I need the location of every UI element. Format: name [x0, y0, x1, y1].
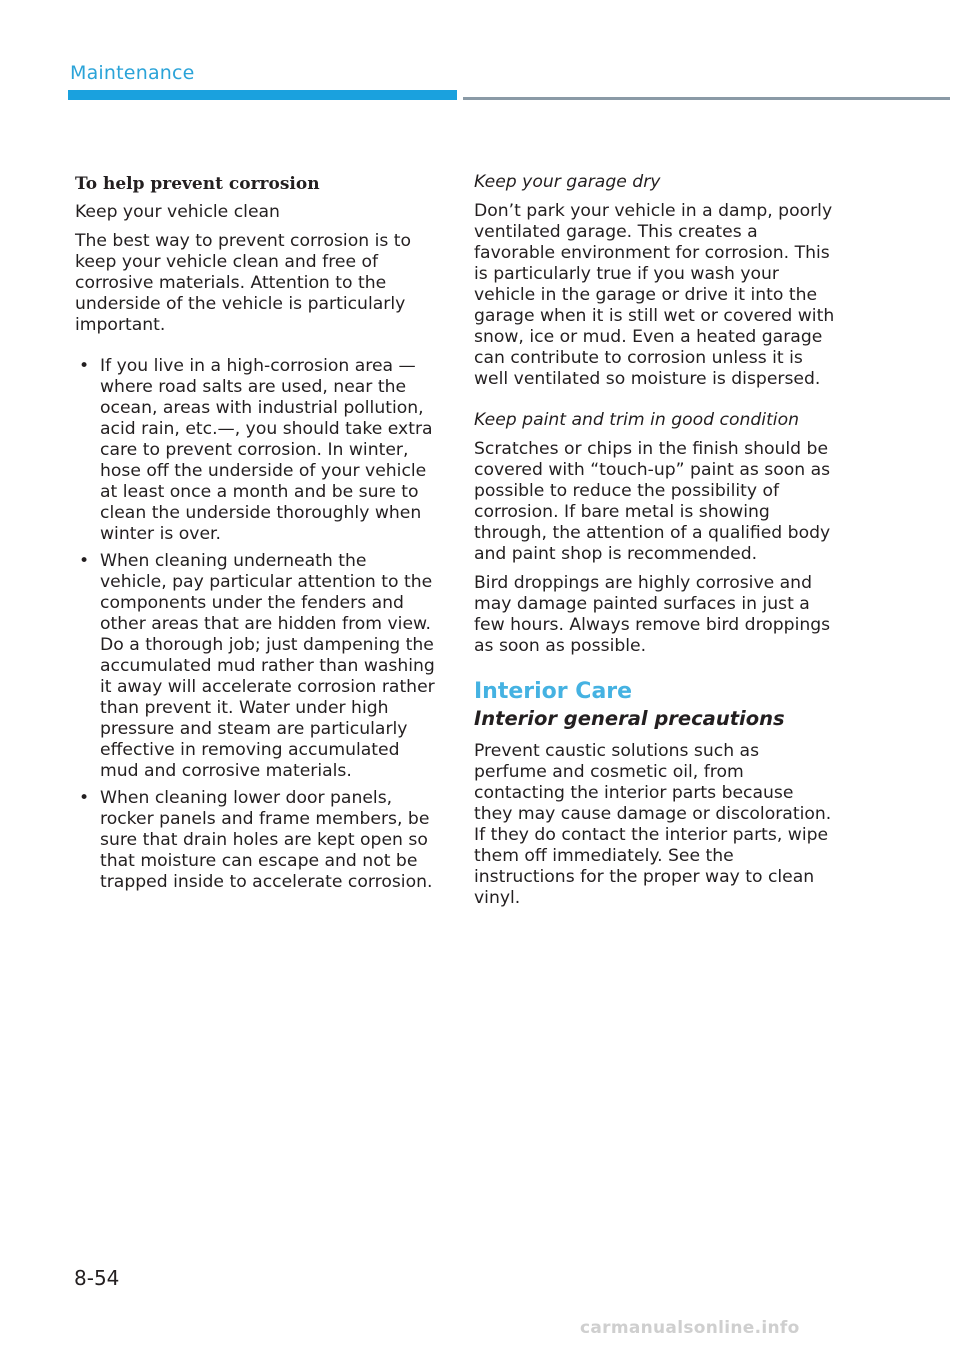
paint-paragraph: Scratches or chips in the finish should be covered with “touch-up” paint as soon as possible to reduce the possibility of corrosion. If bare metal is showing through, the attention of a qualified body and paint shop is recommended.: [474, 439, 831, 564]
garage-heading: Keep your garage dry: [474, 172, 661, 192]
bullet-text: When cleaning lower door panels, rocker panels and frame members, be sure that drain holes are kept open so that moisture can escape and not be trapped inside to accelerate corrosion.: [100, 788, 433, 892]
bullet-icon: •: [79, 788, 90, 808]
left-column: [75, 172, 437, 899]
paint-heading: Keep paint and trim in good condition: [474, 410, 799, 430]
section-header-title: Maintenance: [70, 62, 195, 84]
clean-subheading: Keep your vehicle clean: [75, 202, 280, 222]
list-item: [75, 551, 437, 782]
interior-paragraph: Prevent caustic solutions such as perfume and cosmetic oil, from contacting the interior parts because they may cause damage or discoloration. If they do contact the interior parts, wipe them off immediately. See the instructions for the proper way to clean vinyl.: [474, 741, 832, 908]
right-column: [474, 172, 836, 917]
corrosion-bullet-list: [75, 356, 437, 893]
bullet-icon: •: [79, 551, 90, 571]
clean-intro-paragraph: The best way to prevent corrosion is to keep your vehicle clean and free of corrosive materials. Attention to the underside of the vehicle is particularly important.: [75, 231, 412, 335]
garage-paragraph: Don’t park your vehicle in a damp, poorly ventilated garage. This creates a favorable environment for corrosion. This is particularly true if you wash your vehicle in the garage or drive it into the garage when it is still wet or covered with snow, ice or mud. Even a heated garage can contribute to corrosion unless it is well ventilated so moisture is dispersed.: [474, 201, 835, 389]
corrosion-heading: To help prevent corrosion: [75, 174, 320, 194]
list-item: [75, 788, 437, 893]
interior-care-title: Interior Care: [474, 679, 633, 704]
bullet-text: When cleaning underneath the vehicle, pay particular attention to the components under the fenders and other areas that are hidden from view. Do a thorough job; just dampening the accumulated mud rather than washing it away will accelerate corrosion rather than prevent it. Water under high pressure and steam are particularly effective in removing accumulated mud and corrosive materials.: [100, 551, 435, 781]
interior-precautions-subtitle: Interior general precautions: [474, 707, 785, 730]
bullet-text: If you live in a high-corrosion area — where road salts are used, near the ocean, areas with industrial pollution, acid rain, etc.—, you should take extra care to prevent corrosion. In winter, hose off the underside of your vehicle at least once a month and be sure to clean the underside thoroughly when winter is over.: [100, 356, 433, 544]
bird-droppings-paragraph: Bird droppings are highly corrosive and may damage painted surfaces in just a few hours. Always remove bird droppings as soon as possible.: [474, 573, 831, 656]
header-rule-gray: [463, 97, 950, 100]
page-number: 8-54: [74, 1266, 120, 1290]
watermark: carmanualsonline.info: [580, 1318, 800, 1338]
list-item: [75, 356, 437, 545]
header-rule-accent: [68, 90, 457, 100]
bullet-icon: •: [79, 356, 90, 376]
